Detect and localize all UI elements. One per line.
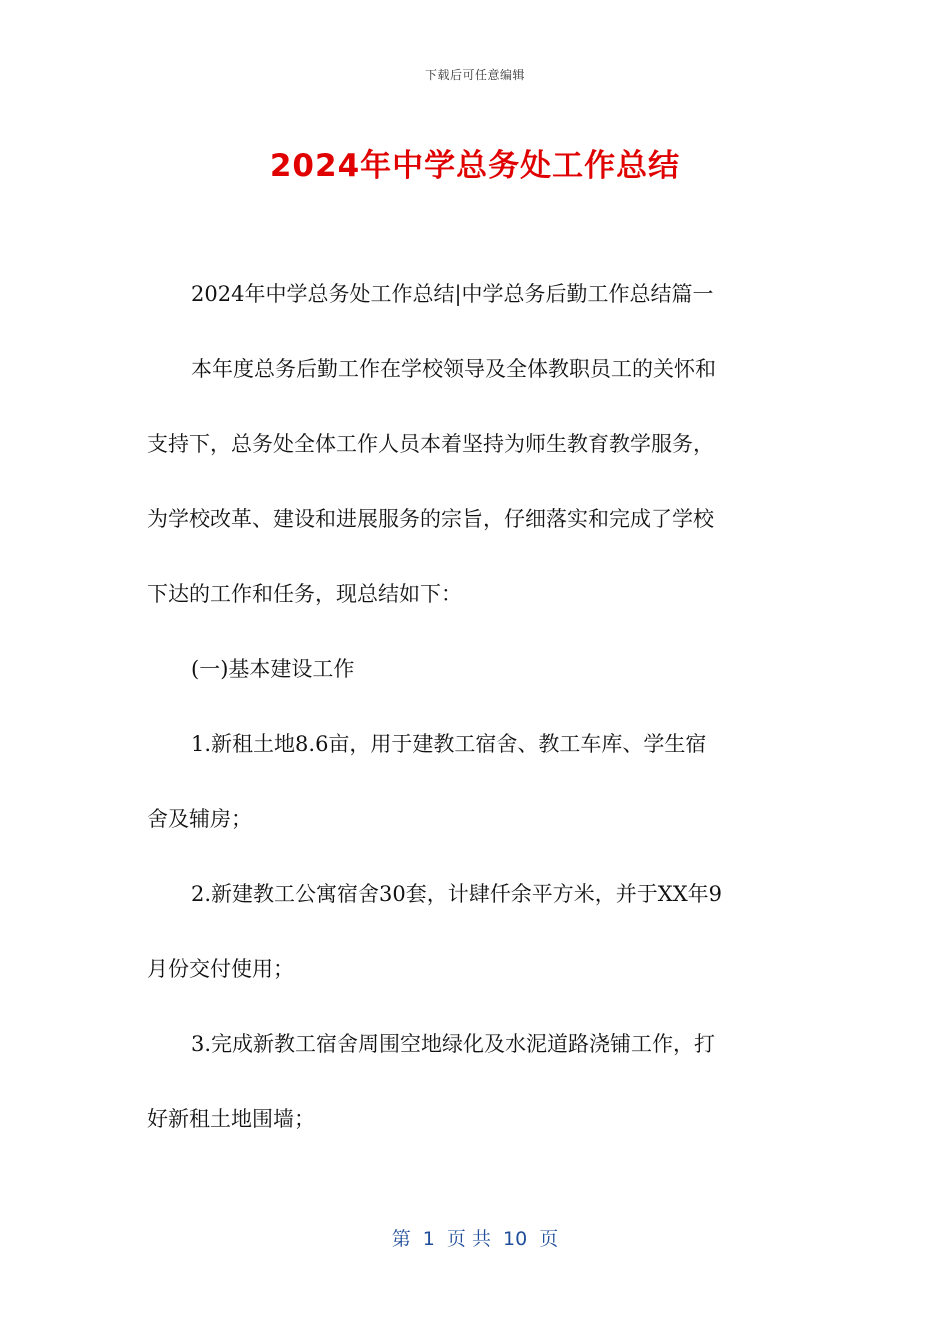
paragraph-line: 下达的工作和任务，现总结如下： bbox=[147, 582, 462, 606]
paragraph-line: 本年度总务后勤工作在学校领导及全体教职员工的关怀和 bbox=[191, 357, 716, 381]
section-heading: (一)基本建设工作 bbox=[191, 657, 355, 681]
paragraph-line: 3.完成新教工宿舍周围空地绿化及水泥道路浇铺工作，打 bbox=[191, 1032, 716, 1056]
document-title: 2024年中学总务处工作总结 bbox=[269, 148, 681, 184]
paragraph-line: 舍及辅房； bbox=[147, 807, 252, 831]
paragraph-line: 支持下，总务处全体工作人员本着坚持为师生教育教学服务， bbox=[147, 432, 714, 456]
paragraph-line: 1.新租土地8.6亩，用于建教工宿舍、教工车库、学生宿 bbox=[191, 732, 707, 756]
paragraph-line: 2024年中学总务处工作总结|中学总务后勤工作总结篇一 bbox=[191, 282, 714, 306]
page-number-footer: 第 1 页 共 10 页 bbox=[391, 1228, 559, 1250]
paragraph-line: 月份交付使用； bbox=[147, 957, 294, 981]
paragraph-line: 为学校改革、建设和进展服务的宗旨，仔细落实和完成了学校 bbox=[147, 507, 714, 531]
paragraph-line: 2.新建教工公寓宿舍30套，计肆仟余平方米，并于XX年9 bbox=[191, 882, 723, 906]
paragraph-line: 好新租土地围墙； bbox=[147, 1107, 315, 1131]
document-body bbox=[147, 257, 807, 1157]
header-note: 下载后可任意编辑 bbox=[424, 68, 525, 82]
